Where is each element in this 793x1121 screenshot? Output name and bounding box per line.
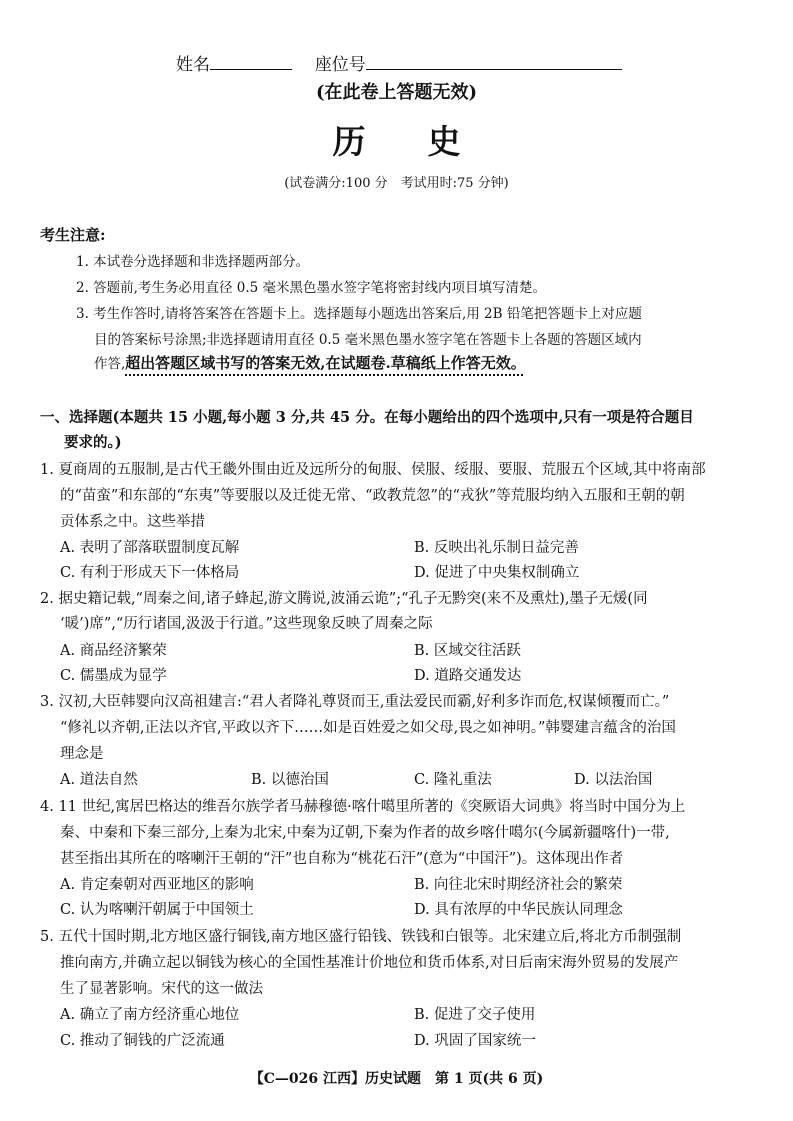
attention-item: 2. 答题前,考生务必用直径 0.5 毫米黑色墨水签字笔将密封线内项目填写清楚。 [76,280,547,296]
question-3-line: 3. 汉初,大臣韩婴向汉高祖建言:“君人者降礼尊贤而王,重法爱民而霸,好利多诈而危,权谋倾覆而亡。” [40,694,670,710]
attention-title: 考生注意: [40,226,106,244]
question-3-option-b[interactable]: B. 以德治国 [251,772,329,788]
question-3-option-c[interactable]: C. 隆礼重法 [414,772,492,788]
question-2-option-b[interactable]: B. 区域交往活跃 [414,643,521,659]
question-5-line: 生了显著影响。宋代的这一做法 [60,981,263,997]
question-5-option-a[interactable]: A. 确立了南方经济重心地位 [60,1007,240,1023]
question-1-option-d[interactable]: D. 促进了中央集权制确立 [414,565,580,581]
question-5-option-d[interactable]: D. 巩固了国家统一 [414,1033,536,1049]
section-heading: 一、选择题(本题共 15 小题,每小题 3 分,共 45 分。在每小题给出的四个选项中,只有一项是符合题目 [40,409,694,426]
question-2-line: ‘暖’)席”,“历行诸国,汲汲于行道。”这些现象反映了周秦之际 [60,616,433,632]
invalid-answer-notice: (在此卷上答题无效) [315,82,478,103]
question-1-option-a[interactable]: A. 表明了部落联盟制度瓦解 [60,540,240,556]
exam-meta: (试卷满分:100 分 考试用时:75 分钟) [284,176,509,191]
question-4-line: 甚至指出其所在的喀喇汗王朝的“汗”也自称为“桃花石汗”(意为“中国汗”)。这体现出作者 [60,851,624,867]
question-4-option-d[interactable]: D. 具有浓厚的中华民族认同理念 [414,902,623,918]
attention-emphasis: 超出答题区域书写的答案无效,在试题卷.草稿纸上作答无效。 [125,354,526,372]
attention-item: 1. 本试卷分选择题和非选择题两部分。 [76,254,310,270]
attention-item: 目的答案标号涂黑;非选择题请用直径 0.5 毫米黑色墨水签字笔在答题卡上各题的答题区域内 [94,332,642,348]
question-3-option-a[interactable]: A. 道法自然 [60,772,138,788]
question-2-option-a[interactable]: A. 商品经济繁荣 [60,643,167,659]
question-4-line: 秦、中秦和下秦三部分,上秦为北宋,中秦为辽朝,下秦为作者的故乡喀什噶尔(今属新疆喀什)一带, [60,825,670,841]
question-1-line: 的“苗蛮”和东部的“东夷”等要服以及迁徙无常、“政教荒忽”的“戎狄”等荒服均纳入五服和王朝的朝 [60,488,685,504]
question-3-line: “修礼以齐朝,正法以齐官,平政以齐下……如是百姓爱之如父母,畏之如神明。”韩婴建言蕴含的治国 [60,720,676,736]
question-1-option-c[interactable]: C. 有利于形成天下一体格局 [60,565,240,581]
attention-item: 3. 考生作答时,请将答案答在答题卡上。选择题每小题选出答案后,用 2B 铅笔把答题卡上对应题 [76,306,642,322]
question-2-option-d[interactable]: D. 道路交通发达 [414,668,522,684]
question-5-line: 推向南方,并确立起以铜钱为核心的全国性基准计价地位和货币体系,对日后南宋海外贸易的发展产 [60,955,679,971]
question-3-line: 理念是 [60,746,104,762]
question-1-line: 贡体系之中。这些举措 [60,514,205,530]
page-footer: 【C—026 江西】历史试题 第 1 页(共 6 页) [249,1071,544,1087]
attention-item: 作答, [94,356,126,372]
question-1-line: 1. 夏商周的五服制,是古代王畿外围由近及远所分的甸服、侯服、绥服、要服、荒服五个区域,其中将南部 [40,462,706,478]
question-3-option-d[interactable]: D. 以法治国 [574,772,653,788]
question-2-line: 2. 据史籍记载,“周秦之间,诸子蜂起,游文腾说,波涌云诡”;“孔子无黔突(来不及熏灶),墨子无煖(同 [40,591,648,607]
question-2-option-c[interactable]: C. 儒墨成为显学 [60,668,167,684]
seat-label: 座位号 [314,55,366,75]
question-4-option-c[interactable]: C. 认为喀喇汗朝属于中国领土 [60,902,254,918]
attention-item-last [94,352,526,373]
question-4-option-a[interactable]: A. 肯定秦朝对西亚地区的影响 [60,877,254,893]
question-5-option-c[interactable]: C. 推动了铜钱的广泛流通 [60,1033,225,1049]
seat-blank [366,53,622,70]
section-heading-cont: 要求的。) [64,434,122,451]
question-5-option-b[interactable]: B. 促进了交子使用 [414,1007,536,1023]
question-4-option-b[interactable]: B. 向往北宋时期经济社会的繁荣 [414,877,623,893]
question-5-line: 5. 五代十国时期,北方地区盛行铜钱,南方地区盛行铅钱、铁钱和白银等。北宋建立后,将北方币制强制 [40,929,682,945]
name-blank [210,53,292,70]
candidate-info-line [176,50,622,75]
name-label: 姓名 [176,55,210,75]
question-4-line: 4. 11 世纪,寓居巴格达的维吾尔族学者马赫穆德·喀什噶里所著的《突厥语大词典》将当时中国分为上 [40,799,686,815]
question-1-option-b[interactable]: B. 反映出礼乐制日益完善 [414,540,579,556]
page-title: 历史 [332,122,523,161]
